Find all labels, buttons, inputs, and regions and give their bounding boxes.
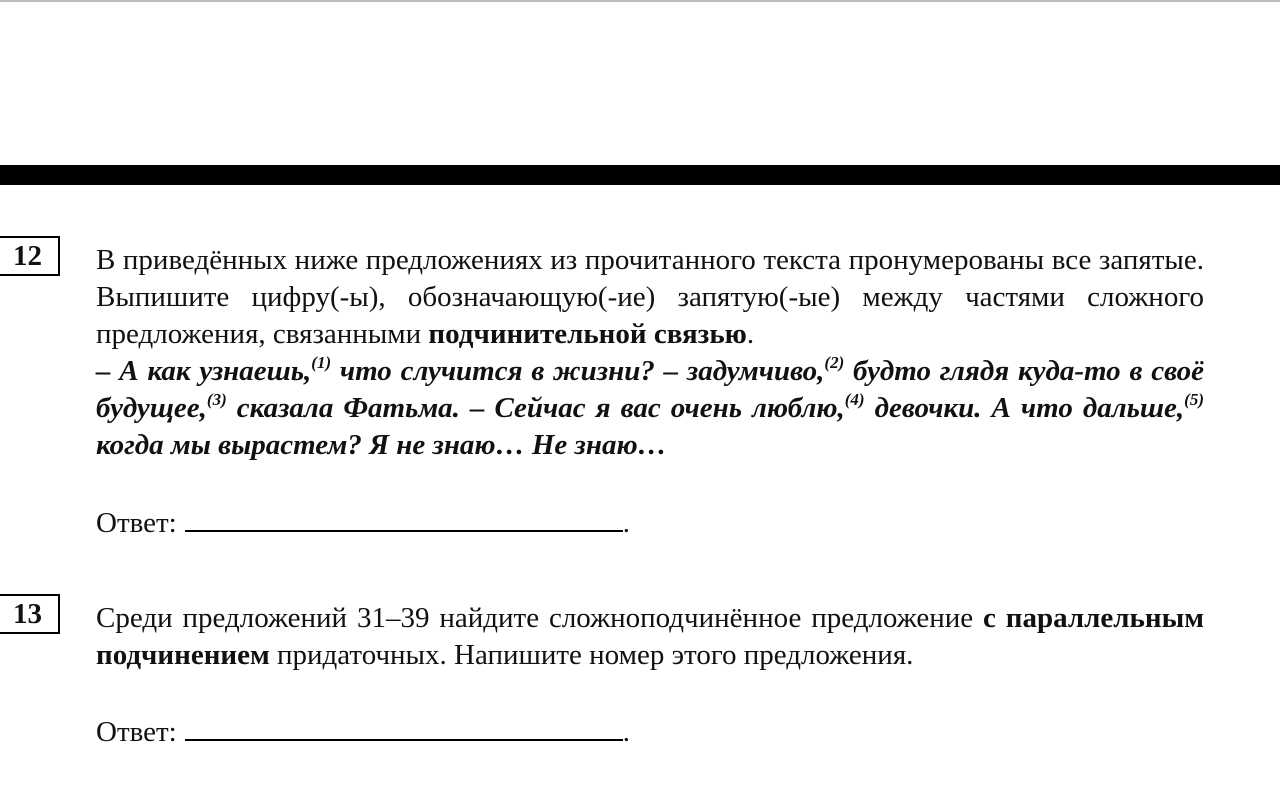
answer-blank-line[interactable]: [185, 717, 623, 741]
section-divider-bar: [0, 165, 1280, 185]
comma-marker-1: (1): [311, 353, 332, 372]
quote-part: сказала Фатьма. – Сейчас я вас очень люблю,: [226, 392, 845, 424]
task-12-instruction: В приведённых ниже предложениях из прочитанного текста пронумерованы все запятые. Выпишите цифру(-ы), обозначающую(-ие) запятую(-ые) между частями сложного предложения, связанными: [96, 244, 1204, 350]
comma-marker-4: (4): [844, 390, 865, 409]
task-13-text: [96, 600, 1204, 674]
answer-label: Ответ:: [96, 716, 177, 748]
task-13-instruction-end: придаточных. Напишите номер этого предложения.: [269, 639, 914, 671]
answer-label: Ответ:: [96, 507, 177, 539]
quote-part: – А как узнаешь,: [96, 355, 312, 387]
task-13-instruction-emphasis: с параллельным подчинением: [96, 602, 1204, 671]
answer-end-period: .: [622, 507, 630, 539]
comma-marker-3: (3): [206, 390, 227, 409]
quote-part: девочки. А что дальше,: [864, 392, 1185, 424]
task-12-answer: [96, 505, 630, 542]
task-12-quote: [96, 355, 1204, 461]
task-12-number-box: 12: [0, 236, 60, 276]
task-12-text: [96, 242, 1204, 464]
quote-part: будто глядя куда-то в своё будущее,: [96, 355, 1205, 424]
answer-blank-line[interactable]: [185, 508, 623, 532]
comma-marker-5: (5): [1184, 390, 1204, 409]
quote-part: когда мы вырастем? Я не знаю… Не знаю…: [96, 429, 667, 461]
task-13-instruction: Среди предложений 31–39 найдите сложноподчинённое предложение: [96, 602, 984, 634]
task-13-number-box: 13: [0, 594, 60, 634]
top-page-edge: [0, 0, 1280, 2]
task-13-answer: [96, 714, 630, 751]
quote-part: что случится в жизни? – задумчиво,: [331, 355, 825, 387]
task-12-instruction-emphasis: подчинительной связью: [428, 318, 747, 350]
task-12-instruction-end: .: [746, 318, 755, 350]
comma-marker-2: (2): [824, 353, 845, 372]
answer-end-period: .: [622, 716, 630, 748]
